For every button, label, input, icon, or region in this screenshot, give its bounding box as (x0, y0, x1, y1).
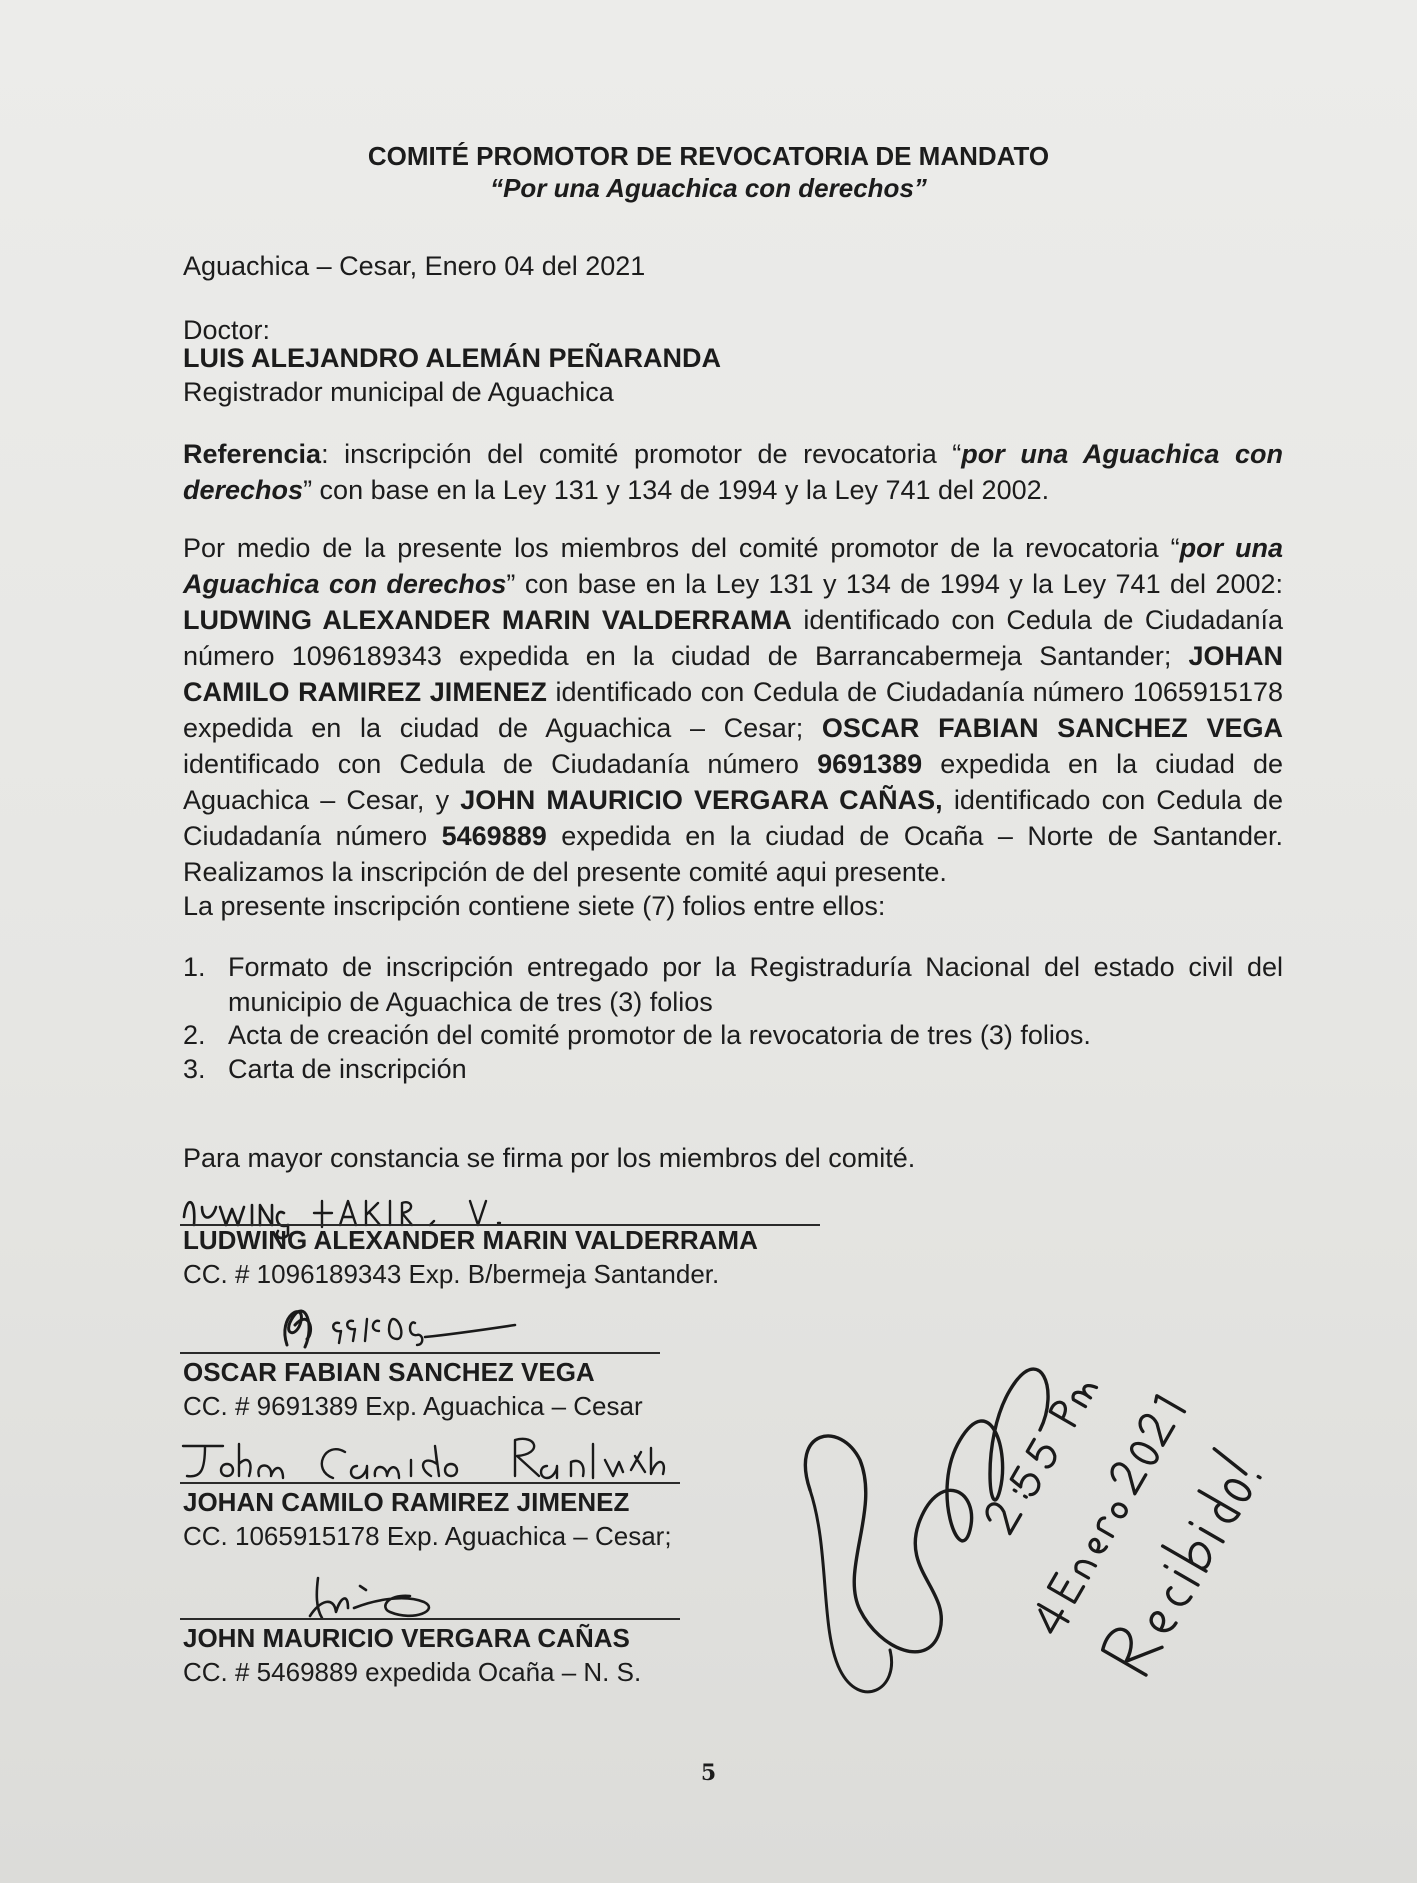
signature-line (180, 1352, 660, 1354)
handwritten-signature-3 (175, 1430, 705, 1490)
salutation: Doctor: (183, 315, 271, 345)
list-item: 3. Carta de inscripción (183, 1054, 467, 1084)
recipient-role: Registrador municipal de Aguachica (183, 377, 614, 407)
list-item: 1. Formato de inscripción entregado por la Registraduría Nacional del estado civil del municipio de Aguachica de tres (3) folios (183, 952, 1283, 1017)
body-paragraph: Por medio de la presente los miembros del comité promotor de la revocatoria “por una Aguachica con derechos” con base en la Ley 131 y 134 de 1994 y la Ley 741 del 2002: LUDWING ALEXANDER MARIN VALDERRAMA identificado con Cedula de Ciudadanía número 1096189343 expedida en la ciudad de Barrancabermeja Santander; JOHAN CAMILO RAMIREZ JIMENEZ identificado con Cedula de Ciudadanía número 1065915178 expedida en la ciudad de Aguachica – Cesar; OSCAR FABIAN SANCHEZ VEGA identificado con Cedula de Ciudadanía número 9691389 expedida en la ciudad de Aguachica – Cesar, y JOHN MAURICIO VERGARA CAÑAS, identificado con Cedula de Ciudadanía número 5469889 expedida en la ciudad de Ocaña – Norte de Santander. Realizamos la inscripción de del presente comité aqui presente. (183, 533, 1284, 887)
signatory-name: OSCAR FABIAN SANCHEZ VEGA (183, 1357, 595, 1387)
document-subtitle: “Por una Aguachica con derechos” (490, 173, 927, 203)
list-item: 2. Acta de creación del comité promotor de la revocatoria de tres (3) folios. (183, 1020, 1091, 1050)
closing-line: Para mayor constancia se firma por los miembros del comité. (183, 1143, 916, 1173)
recipient-name: LUIS ALEJANDRO ALEMÁN PEÑARANDA (183, 343, 722, 373)
signatory-name: JOHAN CAMILO RAMIREZ JIMENEZ (183, 1487, 630, 1517)
page-number: 5 (700, 1760, 717, 1786)
handwritten-signature-2 (275, 1295, 555, 1355)
signature-line (180, 1482, 680, 1484)
signatory-cc: CC. 1065915178 Exp. Aguachica – Cesar; (183, 1521, 672, 1551)
signature-line (180, 1618, 680, 1620)
signatory-name: LUDWING ALEXANDER MARIN VALDERRAMA (183, 1225, 758, 1255)
signatory-cc: CC. # 9691389 Exp. Aguachica – Cesar (183, 1391, 643, 1421)
signatory-cc: CC. # 1096189343 Exp. B/bermeja Santander. (183, 1259, 720, 1289)
signatory-name: JOHN MAURICIO VERGARA CAÑAS (183, 1623, 630, 1653)
document-title: COMITÉ PROMOTOR DE REVOCATORIA DE MANDATO (367, 141, 1050, 171)
folios-intro: La presente inscripción contiene siete (7) folios entre ellos: (183, 891, 886, 921)
reference-paragraph: Referencia: inscripción del comité promotor de revocatoria “por una Aguachica con derechos” con base en la Ley 131 y 134 de 1994 y la Ley 741 del 2002. (183, 439, 1283, 505)
handwritten-receipt-note (780, 1190, 1340, 1730)
date-line: Aguachica – Cesar, Enero 04 del 2021 (183, 251, 646, 281)
reference-label: Referencia (183, 439, 322, 469)
signatory-cc: CC. # 5469889 expedida Ocaña – N. S. (183, 1657, 642, 1687)
